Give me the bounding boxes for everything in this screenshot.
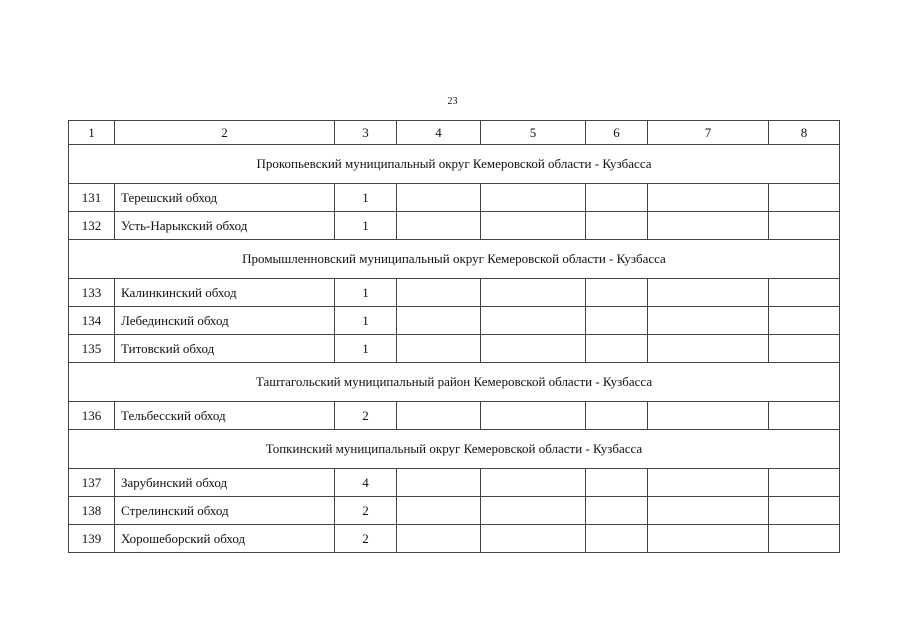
empty-cell	[586, 307, 648, 335]
empty-cell	[769, 402, 840, 430]
empty-cell	[586, 335, 648, 363]
empty-cell	[397, 212, 481, 240]
empty-cell	[648, 335, 769, 363]
row-number: 133	[69, 279, 115, 307]
row-quantity: 2	[335, 497, 397, 525]
empty-cell	[769, 525, 840, 553]
row-quantity: 2	[335, 525, 397, 553]
row-number: 134	[69, 307, 115, 335]
empty-cell	[586, 469, 648, 497]
empty-cell	[397, 402, 481, 430]
section-row	[69, 363, 840, 402]
column-header: 8	[769, 121, 840, 145]
empty-cell	[586, 279, 648, 307]
empty-cell	[481, 497, 586, 525]
empty-cell	[648, 497, 769, 525]
empty-cell	[481, 307, 586, 335]
empty-cell	[397, 469, 481, 497]
row-name: Усть-Нарыкский обход	[115, 212, 335, 240]
empty-cell	[397, 307, 481, 335]
empty-cell	[481, 335, 586, 363]
table-row	[69, 279, 840, 307]
table-row	[69, 497, 840, 525]
empty-cell	[397, 335, 481, 363]
empty-cell	[769, 212, 840, 240]
row-name: Калинкинский обход	[115, 279, 335, 307]
row-quantity: 1	[335, 279, 397, 307]
table-row	[69, 307, 840, 335]
empty-cell	[648, 402, 769, 430]
row-quantity: 4	[335, 469, 397, 497]
empty-cell	[648, 525, 769, 553]
row-quantity: 1	[335, 307, 397, 335]
empty-cell	[481, 402, 586, 430]
column-header: 5	[481, 121, 586, 145]
empty-cell	[586, 497, 648, 525]
row-name: Титовский обход	[115, 335, 335, 363]
section-row	[69, 145, 840, 184]
empty-cell	[481, 212, 586, 240]
section-title: Прокопьевский муниципальный округ Кемеровской области - Кузбасса	[69, 145, 840, 184]
section-row	[69, 240, 840, 279]
section-title: Таштагольский муниципальный район Кемеровской области - Кузбасса	[69, 363, 840, 402]
page-number: 23	[447, 96, 458, 107]
empty-cell	[586, 184, 648, 212]
empty-cell	[769, 469, 840, 497]
row-name: Лебединский обход	[115, 307, 335, 335]
row-number: 137	[69, 469, 115, 497]
column-header: 4	[397, 121, 481, 145]
section-title: Топкинский муниципальный округ Кемеровской области - Кузбасса	[69, 430, 840, 469]
empty-cell	[648, 184, 769, 212]
empty-cell	[481, 184, 586, 212]
table-row	[69, 402, 840, 430]
empty-cell	[648, 279, 769, 307]
table-row	[69, 469, 840, 497]
table-row	[69, 184, 840, 212]
empty-cell	[481, 525, 586, 553]
empty-cell	[648, 307, 769, 335]
empty-cell	[586, 212, 648, 240]
row-number: 139	[69, 525, 115, 553]
section-row	[69, 430, 840, 469]
row-number: 131	[69, 184, 115, 212]
empty-cell	[648, 469, 769, 497]
column-header: 7	[648, 121, 769, 145]
row-name: Тельбесский обход	[115, 402, 335, 430]
row-quantity: 1	[335, 335, 397, 363]
empty-cell	[769, 335, 840, 363]
column-header: 2	[115, 121, 335, 145]
row-number: 135	[69, 335, 115, 363]
empty-cell	[481, 279, 586, 307]
empty-cell	[648, 212, 769, 240]
table-row	[69, 335, 840, 363]
row-name: Зарубинский обход	[115, 469, 335, 497]
row-number: 136	[69, 402, 115, 430]
row-quantity: 1	[335, 212, 397, 240]
section-title: Промышленновский муниципальный округ Кемеровской области - Кузбасса	[69, 240, 840, 279]
column-header: 1	[69, 121, 115, 145]
empty-cell	[769, 279, 840, 307]
table-row	[69, 525, 840, 553]
empty-cell	[586, 402, 648, 430]
empty-cell	[397, 497, 481, 525]
empty-cell	[586, 525, 648, 553]
header-row	[69, 121, 840, 145]
row-quantity: 1	[335, 184, 397, 212]
row-name: Терешский обход	[115, 184, 335, 212]
column-header: 6	[586, 121, 648, 145]
empty-cell	[769, 307, 840, 335]
row-name: Стрелинский обход	[115, 497, 335, 525]
row-name: Хорошеборский обход	[115, 525, 335, 553]
empty-cell	[769, 184, 840, 212]
empty-cell	[481, 469, 586, 497]
document-table	[68, 120, 840, 553]
empty-cell	[397, 279, 481, 307]
table-row	[69, 212, 840, 240]
row-number: 132	[69, 212, 115, 240]
row-number: 138	[69, 497, 115, 525]
row-quantity: 2	[335, 402, 397, 430]
empty-cell	[769, 497, 840, 525]
column-header: 3	[335, 121, 397, 145]
empty-cell	[397, 525, 481, 553]
empty-cell	[397, 184, 481, 212]
